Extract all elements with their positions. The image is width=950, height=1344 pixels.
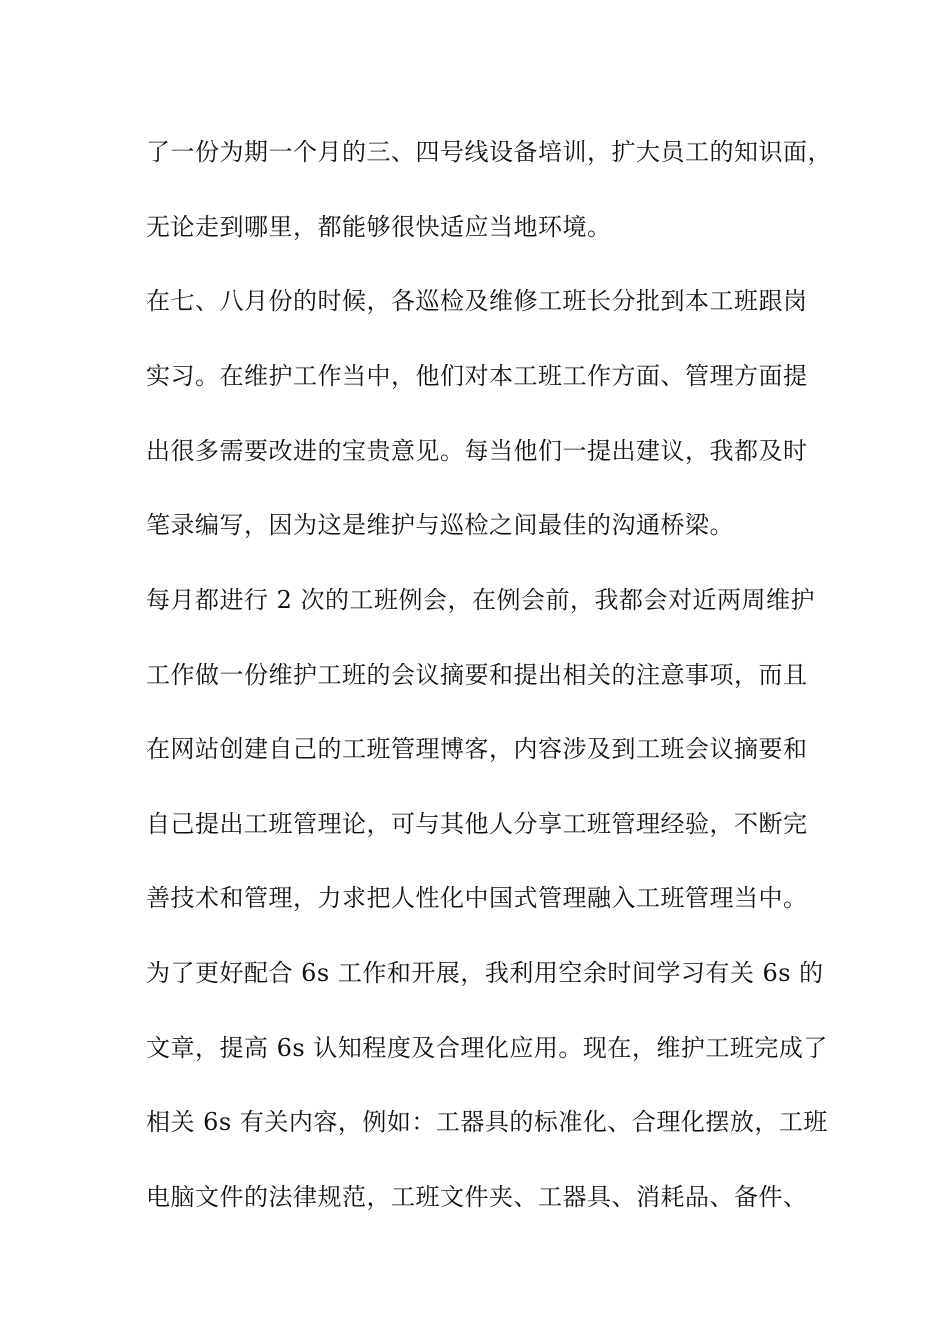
text-line-9: 在网站创建自己的工班管理博客，内容涉及到工班会议摘要和	[146, 735, 808, 763]
text-line-10: 自己提出工班管理论，可与其他人分享工班管理经验，不断完	[146, 810, 808, 838]
text-line-15: 电脑文件的法律规范，工班文件夹、工器具、消耗品、备件、	[146, 1183, 808, 1211]
text-line-5: 出很多需要改进的宝贵意见。每当他们一提出建议，我都及时	[146, 437, 808, 465]
text-line-2: 无论走到哪里，都能够很快适应当地环境。	[146, 213, 612, 241]
text-line-14: 相关 6s 有关内容，例如：工器具的标准化、合理化摆放，工班	[146, 1108, 828, 1136]
text-line-11: 善技术和管理，力求把人性化中国式管理融入工班管理当中。	[146, 884, 808, 912]
text-line-7: 每月都进行 2 次的工班例会，在例会前，我都会对近两周维护	[146, 586, 816, 614]
text-line-13: 文章，提高 6s 认知程度及合理化应用。现在，维护工班完成了	[146, 1034, 828, 1062]
text-line-6: 笔录编写，因为这是维护与巡检之间最佳的沟通桥梁。	[146, 511, 734, 539]
text-line-3: 在七、八月份的时候，各巡检及维修工班长分批到本工班跟岗	[146, 287, 808, 315]
text-line-4: 实习。在维护工作当中，他们对本工班工作方面、管理方面提	[146, 362, 808, 390]
text-line-1: 了一份为期一个月的三、四号线设备培训，扩大员工的知识面，	[146, 138, 832, 166]
text-line-12: 为了更好配合 6s 工作和开展，我利用空余时间学习有关 6s 的	[146, 959, 824, 987]
text-line-8: 工作做一份维护工班的会议摘要和提出相关的注意事项，而且	[146, 661, 808, 689]
